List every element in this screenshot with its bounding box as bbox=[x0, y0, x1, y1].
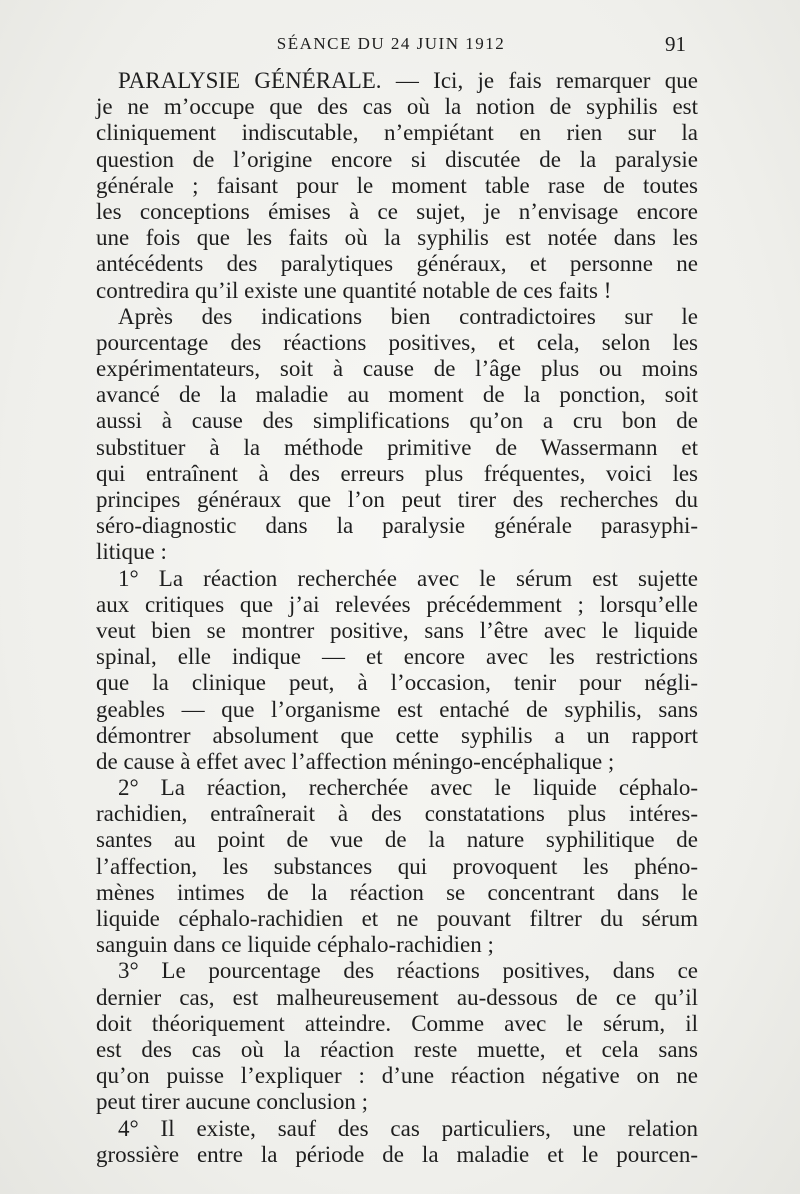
text-line: séro-diagnostic dans la paralysie générale parasyphi- bbox=[96, 513, 698, 539]
text-line: peut tirer aucune conclusion ; bbox=[96, 1089, 369, 1115]
text-line: expérimentateurs, soit à cause de l’âge plus ou moins bbox=[96, 356, 698, 382]
text-line: spinal, elle indique — et encore avec les restrictions bbox=[96, 644, 698, 670]
text-line: aussi à cause des simplifications qu’on a cru bon de bbox=[96, 408, 698, 434]
text-line: 2° La réaction, recherchée avec le liquide céphalo- bbox=[118, 775, 698, 801]
text-line: geables — que l’organisme est entaché de syphilis, sans bbox=[96, 696, 698, 722]
page-number: 91 bbox=[665, 32, 686, 56]
text-line: litique : bbox=[96, 539, 167, 565]
text-line: santes au point de vue de la nature syphilitique de bbox=[96, 827, 698, 853]
text-line: est des cas où la réaction reste muette, et cela sans bbox=[96, 1036, 698, 1062]
text-line: substituer à la méthode primitive de Wassermann et bbox=[96, 434, 698, 460]
text-line: principes généraux que l’on peut tirer des recherches du bbox=[96, 487, 698, 512]
text-line: 4° Il existe, sauf des cas particuliers, une relation bbox=[118, 1115, 698, 1141]
text-line: 1° La réaction recherchée avec le sérum est sujette bbox=[118, 565, 698, 591]
text-line: avancé de la maladie au moment de la ponction, soit bbox=[96, 382, 698, 408]
running-head: SÉANCE DU 24 JUIN 1912 bbox=[276, 34, 506, 53]
text-line: 3° Le pourcentage des réactions positives, dans ce bbox=[118, 958, 698, 984]
text-line: Après des indications bien contradictoires sur le bbox=[118, 303, 698, 329]
text-line: question de l’origine encore si discutée de la paralysie bbox=[96, 146, 698, 172]
text-line: doit théoriquement atteindre. Comme avec le sérum, il bbox=[96, 1010, 698, 1036]
text-line: rachidien, entraînerait à des constatations plus intéres- bbox=[96, 801, 698, 827]
text-line: cliniquement indiscutable, n’empiétant en rien sur la bbox=[96, 120, 698, 146]
text-line: dernier cas, est malheureusement au-dessous de ce qu’il bbox=[96, 984, 698, 1010]
text-line: PARALYSIE GÉNÉRALE. — Ici, je fais remarquer que bbox=[118, 68, 698, 93]
text-line: sanguin dans ce liquide céphalo-rachidien ; bbox=[96, 932, 494, 958]
text-line: pourcentage des réactions positives, et cela, selon les bbox=[96, 329, 698, 355]
text-line: qui entraînent à des erreurs plus fréquentes, voici les bbox=[96, 460, 698, 486]
text-line: générale ; faisant pour le moment table rase de toutes bbox=[96, 172, 698, 198]
body-text bbox=[96, 68, 698, 1168]
text-line: liquide céphalo-rachidien et ne pouvant filtrer du sérum bbox=[96, 906, 698, 931]
text-line: mènes intimes de la réaction se concentrant dans le bbox=[96, 879, 698, 905]
text-line: antécédents des paralytiques généraux, et personne ne bbox=[96, 251, 698, 277]
text-line: que la clinique peut, à l’occasion, tenir pour négli- bbox=[96, 670, 698, 696]
text-line: veut bien se montrer positive, sans l’être avec le liquide bbox=[96, 617, 698, 643]
text-line: grossière entre la période de la maladie et le pourcen- bbox=[96, 1141, 698, 1167]
text-line: une fois que les faits où la syphilis est notée dans les bbox=[96, 225, 698, 251]
page-header bbox=[96, 32, 686, 58]
text-line: contredira qu’il existe une quantité notable de ces faits ! bbox=[96, 277, 612, 303]
text-line: de cause à effet avec l’affection méningo-encéphalique ; bbox=[96, 748, 615, 774]
text-line: qu’on puisse l’expliquer : d’une réaction négative on ne bbox=[96, 1063, 698, 1089]
text-line: je ne m’occupe que des cas où la notion de syphilis est bbox=[96, 94, 698, 120]
text-line: démontrer absolument que cette syphilis a un rapport bbox=[96, 722, 698, 748]
text-line: les conceptions émises à ce sujet, je n’envisage encore bbox=[96, 198, 698, 224]
text-line: l’affection, les substances qui provoquent les phéno- bbox=[96, 853, 698, 879]
text-line: aux critiques que j’ai relevées précédemment ; lorsqu’elle bbox=[96, 591, 698, 617]
